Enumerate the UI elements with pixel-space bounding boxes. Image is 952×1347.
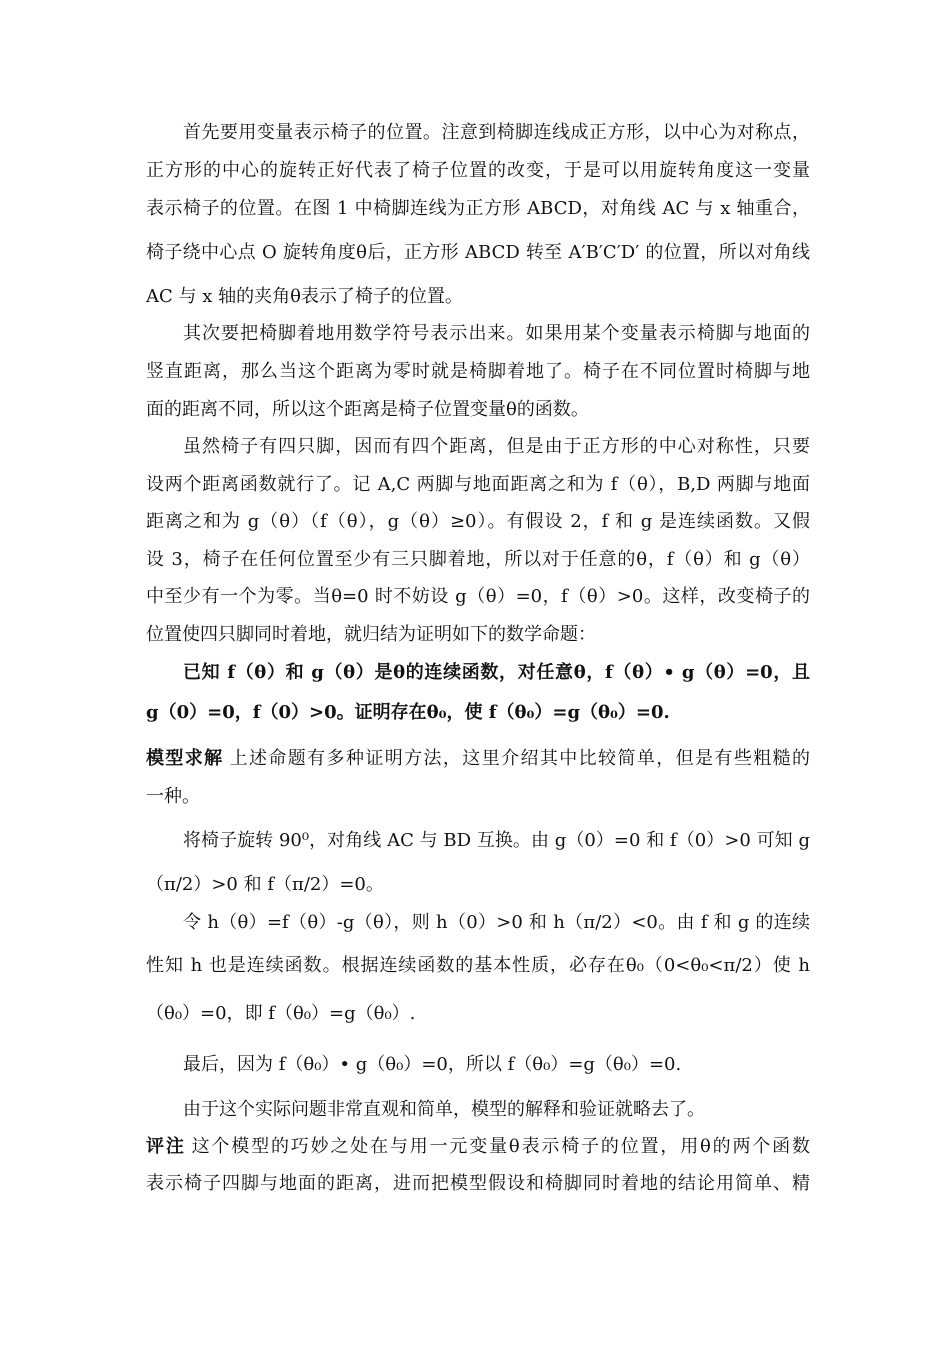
text-line: 正方形的中心的旋转正好代表了椅子位置的改变，于是可以用旋转角度这一变量 — [146, 160, 810, 181]
text-line: 最后，因为 f（θ₀）• g（θ₀）=0，所以 f（θ₀）=g（θ₀）=0. — [183, 1054, 682, 1075]
theorem-line: g（0）=0，f（0）>0。证明存在θ₀，使 f（θ₀）=g（θ₀）=0. — [146, 702, 670, 723]
text-line: 设 3，椅子在任何位置至少有三只脚着地，所以对于任意的θ，f（θ）和 g（θ） — [146, 549, 810, 570]
text-line: 面的距离不同，所以这个距离是椅子位置变量θ的函数。 — [146, 399, 589, 420]
text-line: 椅子绕中心点 O 旋转角度θ后，正方形 ABCD 转至 A′B′C′D′ 的位置，所以对角线 — [146, 242, 810, 263]
text-line: 令 h（θ）=f（θ）-g（θ），则 h（0）>0 和 h（π/2）<0。由 f 和 g 的连续 — [183, 912, 810, 933]
text-line: 距离之和为 g（θ）（f（θ），g（θ）≥0）。有假设 2，f 和 g 是连续函数。又假 — [146, 511, 810, 532]
text-line: 首先要用变量表示椅子的位置。注意到椅脚连线成正方形，以中心为对称点， — [183, 122, 810, 143]
text-line: 表示椅子四脚与地面的距离，进而把模型假设和椅脚同时着地的结论用简单、精 — [146, 1173, 810, 1194]
text-line: 性知 h 也是连续函数。根据连续函数的基本性质，必存在θ₀（0<θ₀<π/2）使 h — [146, 955, 810, 976]
text-line: 设两个距离函数就行了。记 A,C 两脚与地面距离之和为 f（θ），B,D 两脚与地面 — [146, 474, 810, 495]
text-line: 虽然椅子有四只脚，因而有四个距离，但是由于正方形的中心对称性，只要 — [183, 436, 810, 457]
text-line: 其次要把椅脚着地用数学符号表示出来。如果用某个变量表示椅脚与地面的 — [183, 323, 810, 344]
text-line: AC 与 x 轴的夹角θ表示了椅子的位置。 — [146, 286, 463, 307]
text-line: （θ₀）=0，即 f（θ₀）=g（θ₀）. — [146, 1003, 416, 1024]
section-line — [146, 746, 810, 772]
text-line: 竖直距离，那么当这个距离为零时就是椅脚着地了。椅子在不同位置时椅脚与地 — [146, 361, 810, 382]
section-label: 模型求解 — [146, 748, 224, 769]
text-line: 将椅子旋转 90⁰，对角线 AC 与 BD 互换。由 g（0）=0 和 f（0）>0 可知 g — [183, 830, 810, 851]
theorem-line: 已知 f（θ）和 g（θ）是θ的连续函数，对任意θ，f（θ）• g（θ）=0，且 — [183, 662, 810, 683]
text-span: 上述命题有多种证明方法，这里介绍其中比较简单，但是有些粗糙的 — [229, 748, 810, 769]
text-line: 中至少有一个为零。当θ=0 时不妨设 g（θ）=0，f（θ）>0。这样，改变椅子的 — [146, 586, 810, 607]
text-line: 一种。 — [146, 786, 200, 807]
text-span: 这个模型的巧妙之处在与用一元变量θ表示椅子的位置，用θ的两个函数 — [191, 1136, 810, 1157]
section-label: 评注 — [146, 1136, 186, 1157]
text-line: 位置使四只脚同时着地，就归结为证明如下的数学命题： — [146, 624, 596, 645]
text-line: （π/2）>0 和 f（π/2）=0。 — [146, 874, 384, 895]
section-line — [146, 1134, 810, 1160]
text-line: 由于这个实际问题非常直观和简单，模型的解释和验证就略去了。 — [183, 1099, 705, 1120]
text-line: 表示椅子的位置。在图 1 中椅脚连线为正方形 ABCD，对角线 AC 与 x 轴重合， — [146, 198, 810, 219]
